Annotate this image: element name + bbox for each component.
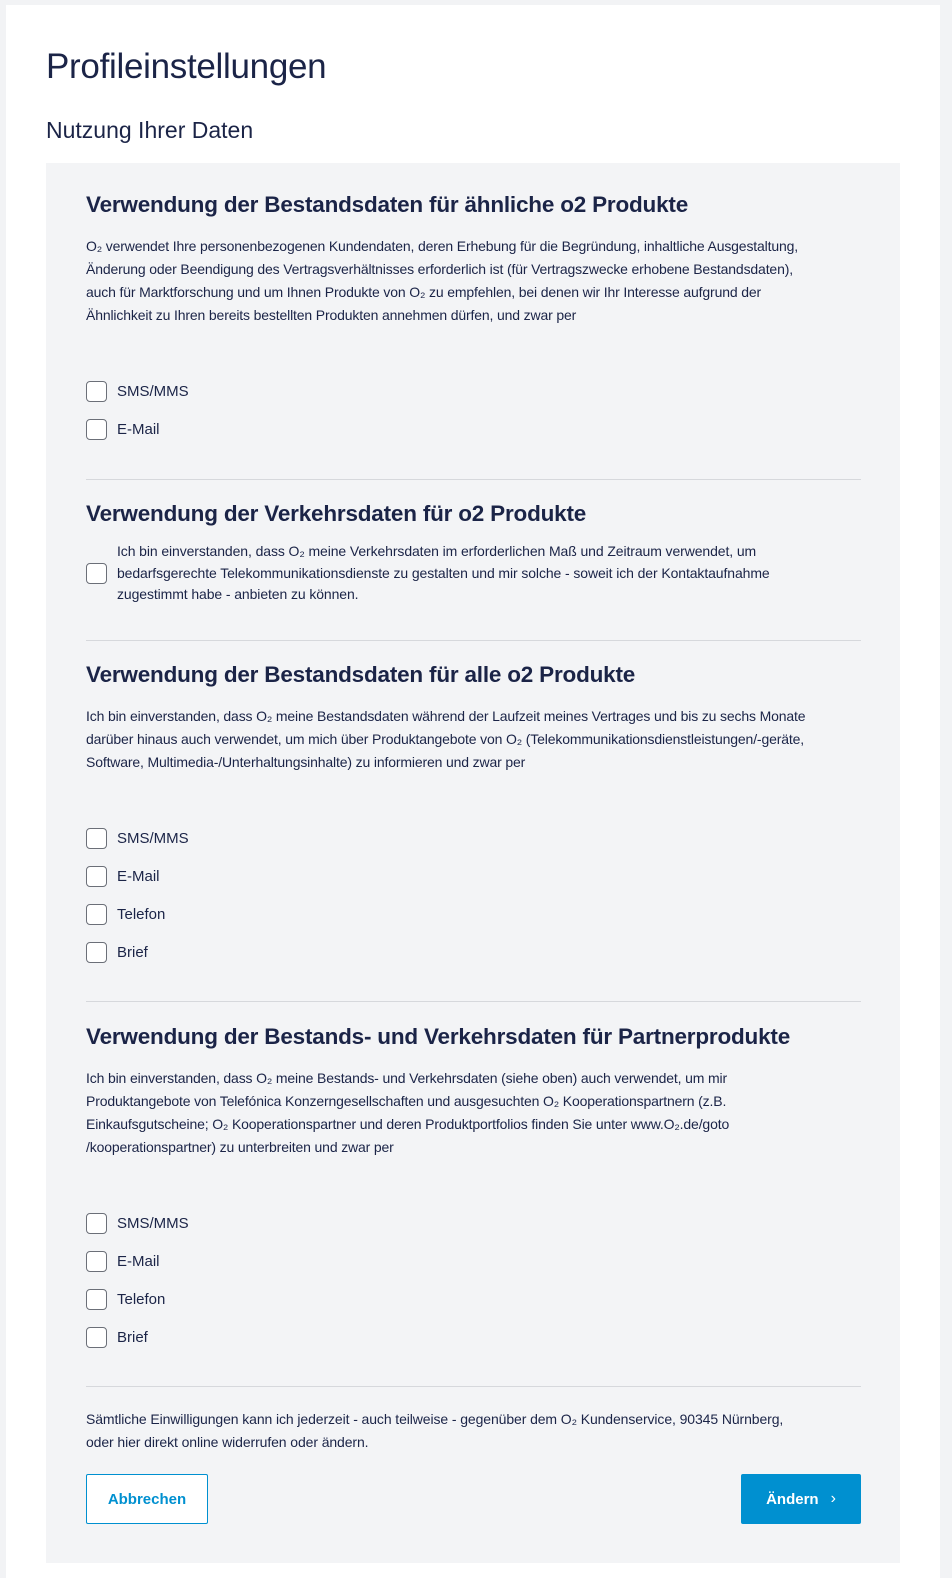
checkbox-brief[interactable]: Brief bbox=[86, 1318, 861, 1356]
checkbox-email[interactable]: E-Mail bbox=[86, 857, 861, 895]
checkbox-email[interactable]: E-Mail bbox=[86, 410, 861, 448]
page-title: Profileinstellungen bbox=[46, 47, 327, 86]
checkbox[interactable] bbox=[86, 381, 107, 402]
checkbox-telefon[interactable]: Telefon bbox=[86, 895, 861, 933]
divider bbox=[86, 1001, 861, 1002]
section-description: Ich bin einverstanden, dass O₂ meine Bestandsdaten während der Laufzeit meines Vertrages und bis zu sechs Monate darüber hinaus auch verwendet, um mich über Produktangebote von O₂ (Telekommunikationsdienstleistungen/-geräte, Software, Multimedia-/Unterhaltungsinhalte) zu informieren und zwar per bbox=[86, 708, 806, 770]
checkbox[interactable] bbox=[86, 1251, 107, 1272]
checkbox-traffic-data-consent[interactable]: Ich bin einverstanden, dass O₂ meine Verkehrsdaten im erforderlichen Maß und Zeitraum verwendet, um bedarfsgerechte Telekommunikationsdienste zu gestalten und mir solche - soweit ich der Kontaktaufnahme zugestimmt habe - anbieten zu können. bbox=[86, 541, 861, 606]
checkbox-email[interactable]: E-Mail bbox=[86, 1242, 861, 1280]
checkbox[interactable] bbox=[86, 866, 107, 887]
chevron-right-icon: › bbox=[830, 1490, 836, 1507]
section-description: O₂ verwendet Ihre personenbezogenen Kundendaten, deren Erhebung für die Begründung, inhaltliche Ausgestaltung, Änderung oder Beendigung des Vertragsverhältnisses erforderlich ist (für Vertragszwecke erhobene Bestandsdaten), auch für Marktforschung und um Ihnen Produkte von O₂ zu empfehlen, bei denen wir Ihr Interesse aufgrund der Ähnlichkeit zu Ihren bereits bestellten Produkten annehmen dürfen, und zwar per bbox=[86, 238, 799, 323]
section-all-products bbox=[86, 660, 861, 971]
section-description: Ich bin einverstanden, dass O₂ meine Bestands- und Verkehrsdaten (siehe oben) auch verwendet, um mir Produktangebote von Telefónica Konzerngesellschaften und ausgesuchten O₂ Kooperationspartnern (z.B. Einkaufsgutscheine; O₂ Kooperationspartner und deren Produktportfolios finden Sie unter www.O₂.de/goto /kooperationspartner) zu unterbreiten und zwar per bbox=[86, 1070, 730, 1155]
change-button[interactable]: Ändern › bbox=[741, 1474, 861, 1524]
checkbox[interactable] bbox=[86, 1213, 107, 1234]
checkbox-sms-mms[interactable]: SMS/MMS bbox=[86, 819, 861, 857]
checkbox[interactable] bbox=[86, 563, 107, 584]
section-heading: Verwendung der Verkehrsdaten für o2 Produkte bbox=[86, 501, 587, 526]
section-heading: Verwendung der Bestandsdaten für alle o2 Produkte bbox=[86, 662, 636, 687]
section-partner-products bbox=[86, 1022, 861, 1356]
checkbox[interactable] bbox=[86, 1289, 107, 1310]
divider bbox=[86, 640, 861, 641]
section-heading: Verwendung der Bestandsdaten für ähnliche o2 Produkte bbox=[86, 192, 689, 217]
page-subtitle: Nutzung Ihrer Daten bbox=[46, 117, 254, 143]
checkbox-sms-mms[interactable]: SMS/MMS bbox=[86, 372, 861, 410]
checkbox[interactable] bbox=[86, 1327, 107, 1348]
checkbox-brief[interactable]: Brief bbox=[86, 933, 861, 971]
divider bbox=[86, 479, 861, 480]
section-heading: Verwendung der Bestands- und Verkehrsdaten für Partnerprodukte bbox=[86, 1024, 791, 1049]
cancel-button[interactable]: Abbrechen bbox=[86, 1474, 208, 1524]
section-traffic-data bbox=[86, 499, 861, 606]
divider bbox=[86, 1386, 861, 1387]
checkbox[interactable] bbox=[86, 904, 107, 925]
section-similar-products bbox=[86, 190, 861, 448]
checkbox[interactable] bbox=[86, 828, 107, 849]
checkbox-sms-mms[interactable]: SMS/MMS bbox=[86, 1204, 861, 1242]
revocation-notice: Sämtliche Einwilligungen kann ich jederzeit - auch teilweise - gegenüber dem O₂ Kundenservice, 90345 Nürnberg, oder hier direkt online widerrufen oder ändern. bbox=[86, 1411, 784, 1450]
profile-settings-card bbox=[6, 5, 940, 1578]
checkbox-telefon[interactable]: Telefon bbox=[86, 1280, 861, 1318]
consent-panel bbox=[46, 163, 900, 1563]
checkbox[interactable] bbox=[86, 942, 107, 963]
checkbox[interactable] bbox=[86, 419, 107, 440]
